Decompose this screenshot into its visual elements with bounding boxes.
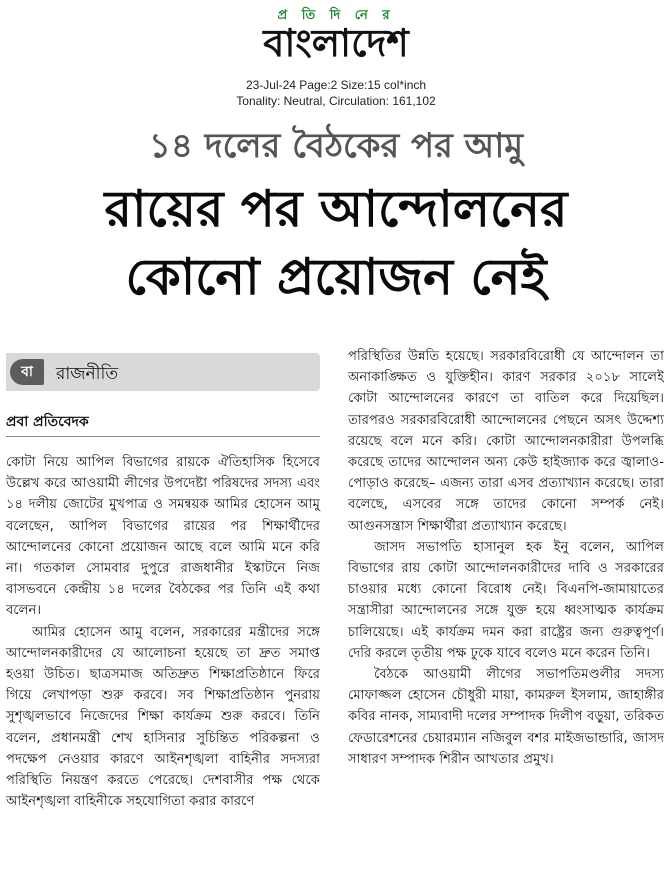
newspaper-logo: বাংলাদেশ [263,21,409,65]
main-headline [0,175,672,311]
tagline: প্র তি দি নে র [277,8,395,23]
kicker-headline: ১৪ দলের বৈঠকের পর আমু [148,126,524,166]
headline-line-2: কোনো প্রয়োজন নেই [125,248,547,306]
section-bar [6,353,320,391]
section-badge-icon: বা [10,359,44,385]
article-column-left [6,452,320,812]
paragraph: জাসদ সভাপতি হাসানুল হক ইনু বলেন, আপিল বিভাগের রায় কোটা আন্দোলনকারীদের দাবি ও সরকারের চাওয়ার মধ্যে কোনো বিরোধ নেই। বিএনপি-জামায়াতের সন্ত্রাসীরা আন্দোলনের সঙ্গে যুক্ত হয়ে ধ্বংসাত্মক কার্যক্রম চালিয়েছে। এই কার্যক্রম দমন করা রাষ্ট্রের জন্য গুরুত্বপূর্ণ। দেরি করলে তৃতীয় পক্ষ ঢুকে যাবে বলেও মনে করেন তিনি। [348,539,664,661]
paragraph: আমির হোসেন আমু বলেন, সরকারের মন্ত্রীদের সঙ্গে আন্দোলনকারীদের যে আলোচনা হয়েছে তা দ্রুত সমাপ্ত হওয়া উচিত। ছাত্রসমাজ অতিদ্রুত শিক্ষাপ্রতিষ্ঠানে ফিরে গিয়ে লেখাপড়া শুরু করবে। সব শিক্ষাপ্রতিষ্ঠান পুনরায় সুশৃঙ্খলভাবে নিজেদের শিক্ষা কার্যক্রম শুরু করবে। তিনি বলেন, প্রধানমন্ত্রী শেখ হাসিনার সুচিন্তিত পরিকল্পনা ও পদক্ষেপ নেওয়ার কারণে আইনশৃঙ্খলা বাহিনীর সদস্যরা পরিস্থিতি নিয়ন্ত্রণ করতে পেরেছে। দেশবাসীর পক্ষ থেকে আইনশৃঙ্খলা বাহিনীকে সহযোগিতা করার কারণে [6,624,320,810]
paragraph: পরিস্থিতির উন্নতি হয়েছে। সরকারবিরোধী যে আন্দোলন তা অনাকাঙ্ক্ষিত ও যুক্তিহীন। কারণ সরকার ২০১৮ সালেই কোটা আন্দোলনের কারণে তা বাতিল করে দিয়েছিল। তারপরও সরকারবিরোধী আন্দোলনের পেছনে অসৎ উদ্দেশ্য রয়েছে বলে মনে করি। কোটা আন্দোলনকারীরা উপলব্ধি করেছে তাদের আন্দোলন অন্য কেউ হাইজ্যাক করে জ্বালাও-পোড়াও করেছে– এজন্য তারা এসব প্রত্যাখ্যান করেছে। তারা বলেছে, এসবের সঙ্গে তাদের কোনো সম্পর্ক নেই। আগুনসন্ত্রাস শিক্ষার্থীরা প্রত্যাখ্যান করেছে। [348,349,664,534]
clip-info: 23-Jul-24 Page:2 Size:15 col*inch [245,78,427,92]
paragraph: বৈঠকে আওয়ামী লীগের সভাপতিমণ্ডলীর সদস্য মোফাজ্জল হোসেন চৌধুরী মায়া, কামরুল ইসলাম, জাহাঙ্গীর কবির নানক, সাম্যবাদী দলের সম্পাদক দিলীপ বড়ুয়া, তরিকত ফেডারেশনের চেয়ারম্যান নজিবুল বশর মাইজভান্ডারি, জাসদ সাধারণ সম্পাদক শিরীন আখতার প্রমুখ। [348,667,664,767]
byline: প্রবা প্রতিবেদক [6,414,89,430]
byline-divider [6,436,320,437]
section-label: রাজনীতি [56,364,119,384]
headline-line-1: রায়ের পর আন্দোলনের [104,180,568,238]
article-column-right [348,346,664,770]
tonality-circulation: Tonality: Neutral, Circulation: 161,102 [236,94,436,108]
paragraph: কোটা নিয়ে আপিল বিভাগের রায়কে ঐতিহাসিক হিসেবে উল্লেখ করে আওয়ামী লীগের উপদেষ্টা পরিষদের সদস্য এবং ১৪ দলীয় জোটের মুখপাত্র ও সমন্বয়ক আমির হোসেন আমু বলেছেন, আপিল বিভাগের রায়ের পর শিক্ষার্থীদের আন্দোলনের কোনো প্রয়োজন আছে বলে আমি মনে করি না। গতকাল সোমবার দুপুরে রাজধানীর ইস্কাটনে নিজ বাসভবনে কেন্দ্রীয় ১৪ দলের বৈঠকের পর তিনি এই কথা বলেন। [6,455,320,619]
